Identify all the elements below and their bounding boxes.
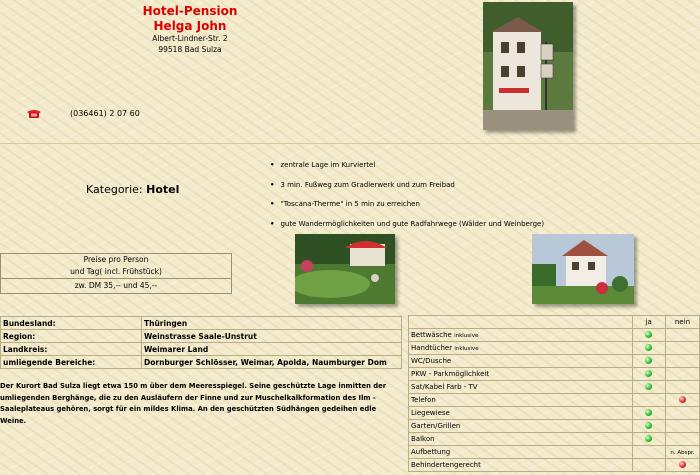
info-value: Weimarer Land (142, 343, 402, 356)
amenity-yes-cell (632, 368, 665, 381)
table-row (409, 342, 700, 355)
amenity-label: Balkon (411, 435, 435, 443)
feature-item: • zentrale Lage im Kurviertel (270, 156, 544, 176)
amenity-no-cell (665, 342, 699, 355)
table-row (1, 330, 402, 343)
table-row (409, 407, 700, 420)
amenity-note: inklusive (454, 346, 479, 352)
amenity-label: Liegewiese (411, 409, 450, 417)
hotel-name (100, 4, 280, 34)
red-dot-icon (679, 396, 686, 403)
table-row (409, 355, 700, 368)
amenity-no-cell (665, 329, 699, 342)
info-value: Weinstrasse Saale-Unstrut (142, 330, 402, 343)
hotel-building-photo (483, 2, 573, 130)
table-row (1, 343, 402, 356)
amenity-label: PKW - Parkmöglichkeit (411, 370, 490, 378)
phone-icon (26, 109, 42, 119)
table-row (1, 317, 402, 330)
amenity-yes-cell (632, 459, 665, 472)
features-list (270, 156, 544, 234)
amenity-yes-cell (632, 342, 665, 355)
amenity-label: Behindertengerecht (411, 461, 481, 469)
amenity-label-cell (409, 381, 633, 394)
amenity-yes-cell (632, 420, 665, 433)
category-value: Hotel (146, 183, 180, 196)
amenity-label-cell (409, 407, 633, 420)
amenity-yes-cell (632, 407, 665, 420)
category (86, 183, 179, 196)
amenity-label-cell (409, 394, 633, 407)
amenity-no-cell (665, 381, 699, 394)
table-row (409, 433, 700, 446)
amenity-yes-cell (632, 394, 665, 407)
feature-item: • "Toscana-Therme" in 5 min zu erreichen (270, 195, 544, 215)
amenity-label-cell (409, 446, 633, 459)
house-photo (532, 234, 634, 304)
no-column-header: nein (665, 316, 699, 329)
table-row (409, 420, 700, 433)
green-dot-icon (645, 422, 652, 429)
street: Albert-Lindner-Str. 2 (152, 34, 228, 43)
category-label: Kategorie: (86, 183, 143, 196)
amenity-yes-cell (632, 381, 665, 394)
price-box (0, 253, 232, 294)
info-key: Bundesland: (1, 317, 142, 330)
amenity-no-cell (665, 420, 699, 433)
amenity-label: Telefon (411, 396, 436, 404)
green-dot-icon (645, 331, 652, 338)
amenity-no-cell (665, 394, 699, 407)
amenity-label-cell (409, 342, 633, 355)
amenity-no-cell (665, 355, 699, 368)
amenity-no-cell (665, 459, 699, 472)
amenity-label-cell (409, 355, 633, 368)
yes-column-header: ja (632, 316, 665, 329)
address (100, 33, 280, 55)
green-dot-icon (645, 370, 652, 377)
amenity-label-cell (409, 368, 633, 381)
info-key: Landkreis: (1, 343, 142, 356)
green-dot-icon (645, 357, 652, 364)
green-dot-icon (645, 409, 652, 416)
phone-number: (036461) 2 07 60 (70, 109, 140, 118)
green-dot-icon (645, 383, 652, 390)
amenity-no-cell (665, 433, 699, 446)
amenity-label-cell (409, 420, 633, 433)
table-row (409, 394, 700, 407)
red-dot-icon (679, 461, 686, 468)
amenity-yes-cell (632, 446, 665, 459)
table-row (409, 329, 700, 342)
hotel-name-line2: Helga John (153, 19, 227, 33)
garden-photo (295, 234, 395, 304)
feature-item: • gute Wandermöglichkeiten und gute Radfahrwege (Wälder und Weinberge) (270, 215, 544, 235)
green-dot-icon (645, 435, 652, 442)
info-value: Dornburger Schlösser, Weimar, Apolda, Naumburger Dom (142, 356, 402, 369)
info-key: Region: (1, 330, 142, 343)
amenity-no-cell (665, 368, 699, 381)
amenity-yes-cell (632, 355, 665, 368)
amenity-label: Sat/Kabel Farb - TV (411, 383, 478, 391)
amenity-label-cell (409, 329, 633, 342)
description-text: Der Kurort Bad Sulza liegt etwa 150 m über dem Meeresspiegel. Seine geschützte Lage inmitten der umliegenden Berghänge, die zu den Ausläufern der Finne und zur Muschelkalkformation des Ilm - Saaleplateaus gehören, sorgt für ein mildes Klima. An den geschützten Südhängen gedeihen edle Weine. (0, 382, 387, 425)
amenity-label: Bettwäsche (411, 331, 452, 339)
amenity-no-cell (665, 407, 699, 420)
table-row (409, 446, 700, 459)
amenity-label: Garten/Grillen (411, 422, 461, 430)
amenity-text: n. Abspr. (670, 450, 695, 456)
amenity-label: WC/Dusche (411, 357, 452, 365)
amenity-label: Aufbettung (411, 448, 451, 456)
amenity-yes-cell (632, 433, 665, 446)
amenity-label-cell (409, 459, 633, 472)
amenity-yes-cell (632, 329, 665, 342)
table-row (409, 459, 700, 472)
info-key: umliegende Bereiche: (1, 356, 142, 369)
table-header-row (409, 316, 700, 329)
amenities-table (408, 315, 700, 472)
feature-item: • 3 min. Fußweg zum Gradierwerk und zum Freibad (270, 176, 544, 196)
green-dot-icon (645, 344, 652, 351)
hotel-name-line1: Hotel-Pension (142, 4, 238, 18)
city: 99518 Bad Sulza (158, 45, 222, 54)
price-range: zw. DM 35,-- und 45,-- (1, 278, 231, 293)
section-divider (0, 143, 700, 144)
table-row (1, 356, 402, 369)
table-row (409, 368, 700, 381)
amenity-label: Handtücher (411, 344, 453, 352)
amenity-note: inklusive (454, 333, 479, 339)
amenity-header-blank (409, 316, 633, 329)
table-row (409, 381, 700, 394)
price-label-line2: und Tag( incl. Frühstück) (70, 267, 162, 276)
info-value: Thüringen (142, 317, 402, 330)
amenity-label-cell (409, 433, 633, 446)
price-label-line1: Preise pro Person (83, 255, 149, 264)
region-info-table (0, 316, 402, 369)
amenity-no-cell (665, 446, 699, 459)
